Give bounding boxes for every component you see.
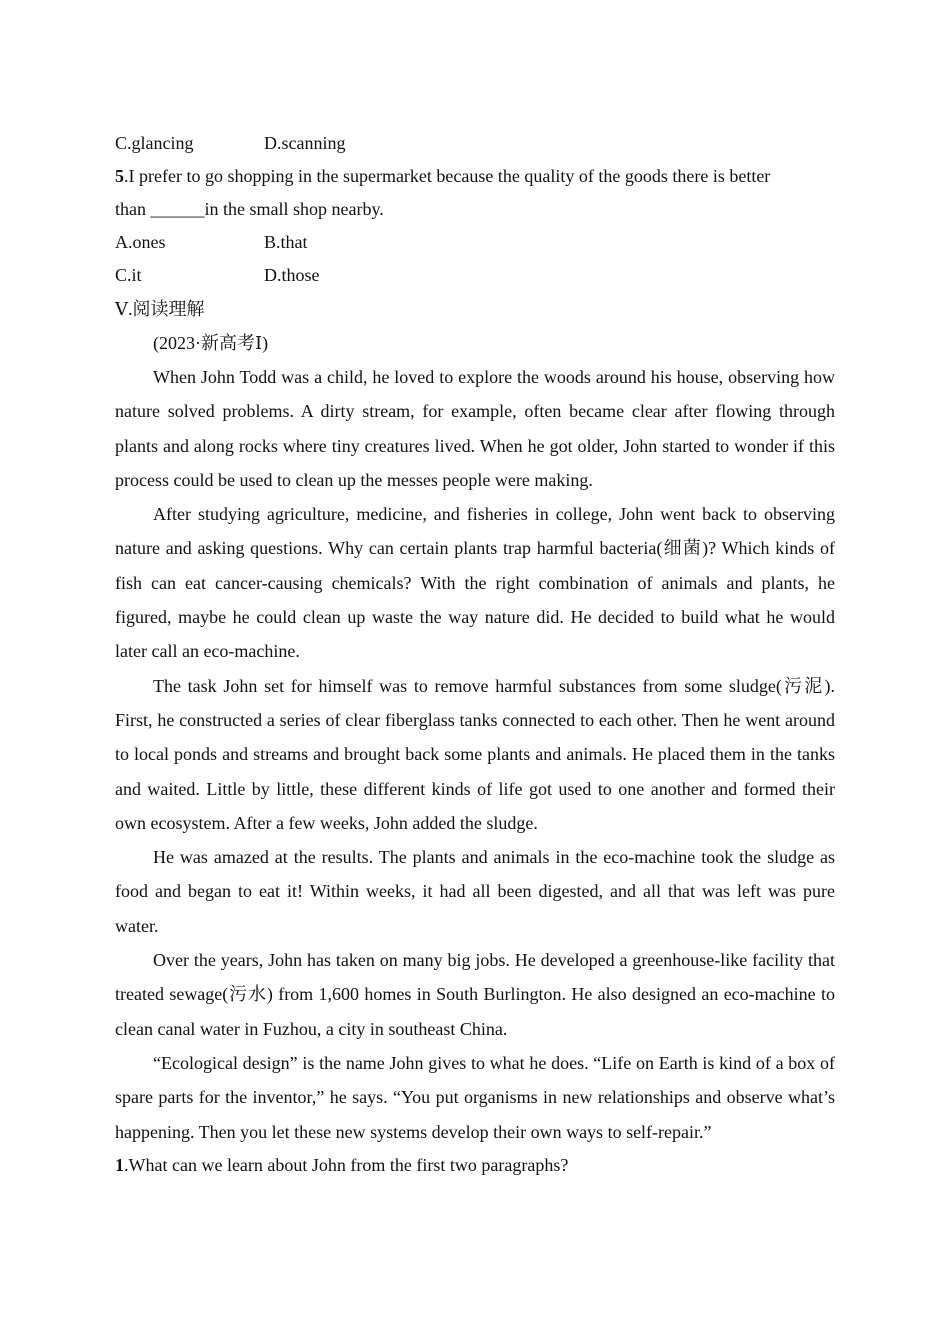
q5-options-cd bbox=[115, 259, 835, 292]
passage-paragraph-3: The task John set for himself was to remove harmful substances from some sludge(污泥). First, he constructed a series of clear fiberglass tanks connected to each other. Then he went around to local ponds and streams and brought back some plants and animals. He placed them in the tanks and waited. Little by little, these different kinds of life got used to one another and formed their own ecosystem. After a few weeks, John added the sludge. bbox=[115, 675, 835, 833]
q4-options-cd bbox=[115, 127, 835, 160]
passage-paragraph-2: After studying agriculture, medicine, and fisheries in college, John went back to observing nature and asking questions. Why can certain plants trap harmful bacteria(细菌)? Which kinds of fish can eat cancer-causing chemicals? With the right combination of animals and plants, he figured, maybe he could clean up waste the way nature did. He decided to build what he would later call an eco-machine. bbox=[115, 504, 835, 662]
q4-option-c: C.glancing bbox=[115, 133, 194, 153]
passage-source: (2023·新高考Ⅰ) bbox=[153, 333, 269, 353]
q5-option-b: B.that bbox=[264, 232, 308, 252]
q5-text-after-blank: in the small shop nearby. bbox=[204, 199, 384, 219]
passage-paragraph-4: He was amazed at the results. The plants and animals in the eco-machine took the sludge as food and began to eat it! Within weeks, it had all been digested, and all that was left was pure water. bbox=[115, 847, 835, 936]
q5-stem-line2 bbox=[115, 193, 835, 226]
q5-text-part1: .I prefer to go shopping in the supermarket because the quality of the goods there is better bbox=[124, 166, 771, 186]
q5-option-c: C.it bbox=[115, 265, 142, 285]
q5-number: 5 bbox=[115, 166, 124, 186]
passage-paragraph-1: When John Todd was a child, he loved to explore the woods around his house, observing how nature solved problems. A dirty stream, for example, often became clear after flowing through plants and along rocks where tiny creatures lived. When he got older, John started to wonder if this process could be used to clean up the messes people were making. bbox=[115, 367, 835, 490]
q1-number: 1 bbox=[115, 1154, 124, 1175]
passage-paragraph-6: “Ecological design” is the name John gives to what he does. “Life on Earth is kind of a box of spare parts for the inventor,” he says. “You put organisms in new relationships and observe what’s happening. Then you let these new systems develop their own ways to self-repair.” bbox=[115, 1052, 835, 1142]
question-1 bbox=[115, 1149, 835, 1182]
q5-blank: ______ bbox=[150, 199, 205, 219]
q5-text-before-blank: than bbox=[115, 199, 151, 219]
document-content bbox=[115, 127, 835, 1182]
section-title: Ⅴ.阅读理解 bbox=[115, 299, 205, 319]
q1-text: .What can we learn about John from the first two paragraphs? bbox=[124, 1154, 569, 1175]
passage-paragraph-5: Over the years, John has taken on many big jobs. He developed a greenhouse-like facility that treated sewage(污水) from 1,600 homes in South Burlington. He also designed an eco-machine to clean canal water in Fuzhou, a city in southeast China. bbox=[115, 950, 835, 1039]
q4-option-d: D.scanning bbox=[264, 133, 346, 153]
q5-options-ab bbox=[115, 226, 835, 259]
q5-stem-line1 bbox=[115, 160, 835, 193]
q5-option-a: A.ones bbox=[115, 232, 166, 252]
q5-option-d: D.those bbox=[264, 265, 320, 285]
